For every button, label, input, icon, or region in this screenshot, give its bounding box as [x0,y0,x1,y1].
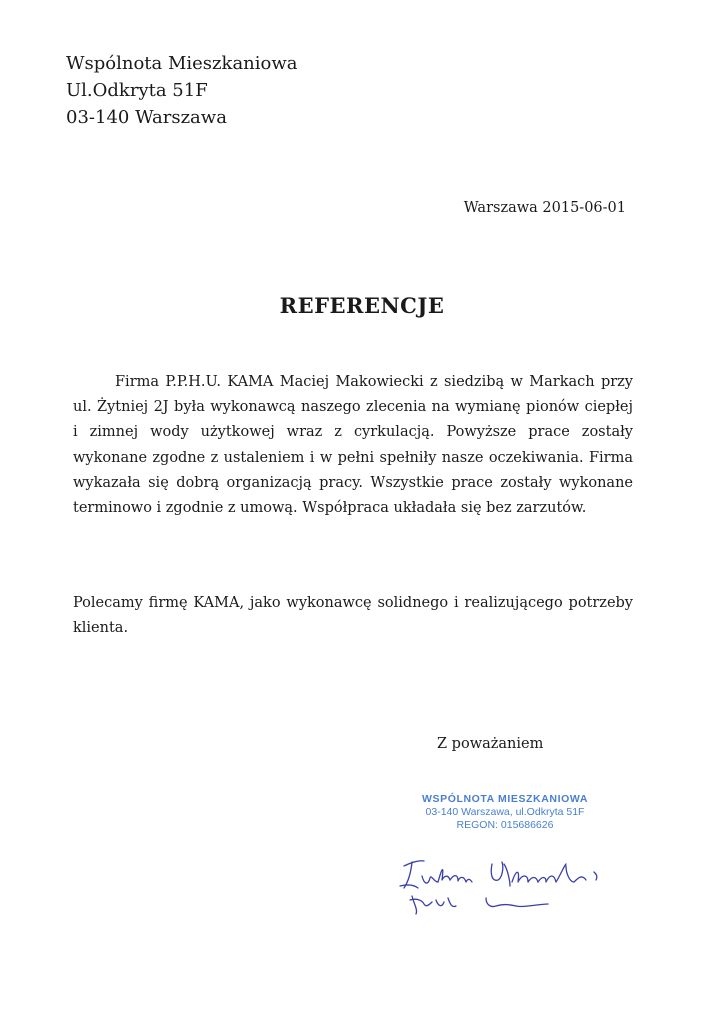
sender-address [66,50,298,131]
body-paragraph-2: Polecamy firmę KAMA, jako wykonawcę solidnego i realizującego potrzeby klienta. [73,595,633,637]
body-paragraph-1: Firma P.P.H.U. KAMA Maciej Makowiecki z siedzibą w Markach przy ul. Żytniej 2J była wykonawcą naszego zlecenia na wymianę pionów ciepłej i zimnej wody użytkowej wraz z cyrkulacją. Powyższe prace zostały wykonane zgodne z ustaleniem i w pełni spełniły nasze oczekiwania. Firma wykazała się dobrą organizacją pracy. Wszystkie prace zostały wykonane terminowo i zgodnie z umową. Współpraca układała się bez zarzutów. [73,374,633,517]
stamp-line-2: 03-140 Warszawa, ul.Odkryta 51F [425,806,585,818]
official-stamp [420,793,590,832]
handwritten-signature [398,852,618,926]
stamp-line-3: REGON: 015686626 [456,819,554,831]
letter-date: Warszawa 2015-06-01 [463,200,626,216]
signature-scribble [398,852,618,922]
sender-name: Wspólnota Mieszkaniowa [66,53,298,74]
stamp-line-1: WSPÓLNOTA MIESZKANIOWA [421,793,589,805]
closing-salutation: Z poważaniem [437,736,544,752]
sender-street: Ul.Odkryta 51F [66,80,208,101]
document-title: REFERENCJE [279,293,445,318]
sender-city: 03-140 Warszawa [66,107,227,128]
